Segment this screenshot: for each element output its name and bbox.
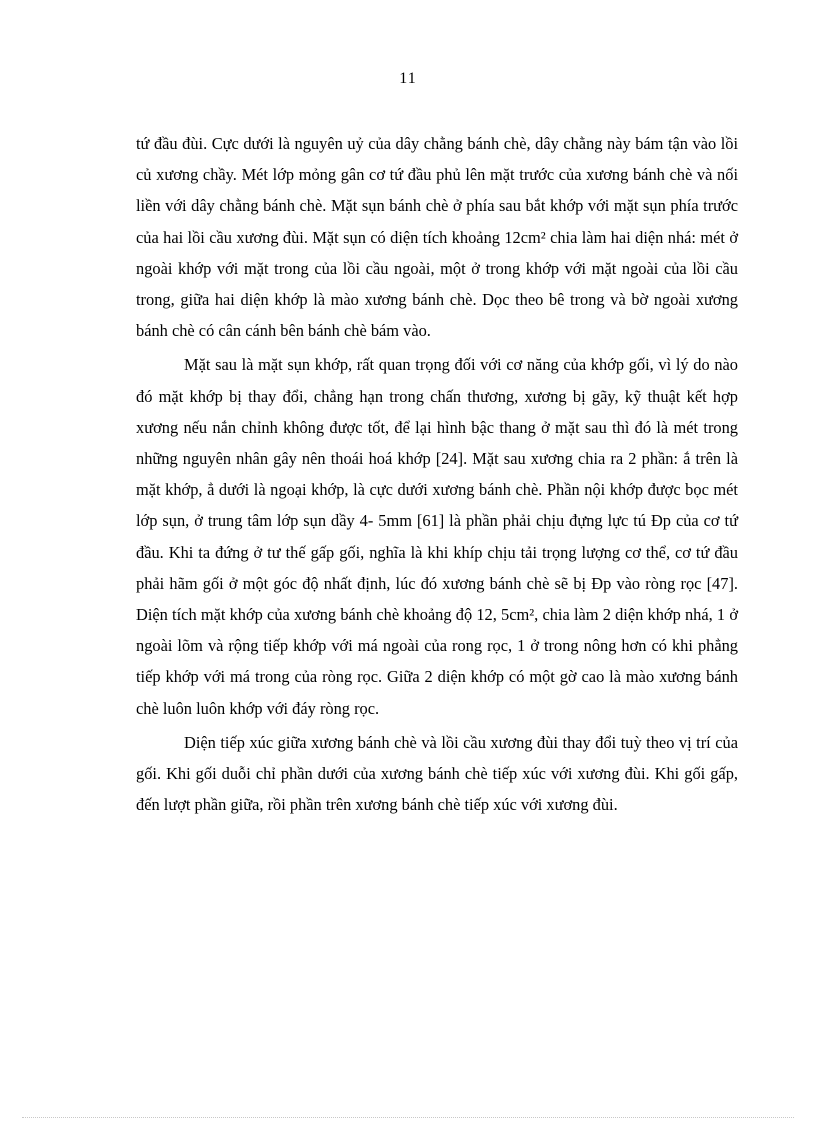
paragraph-2: Mặt sau là mặt sụn khớp, rất quan trọng đối với cơ năng của khớp gối, vì lý do nào đó mặt khớp bị thay đổi, chẳng hạn trong chấn thương, xương bị gãy, kỹ thuật kết hợp xương nếu nắn chỉnh không được tốt, để lại hình bậc thang ở mặt sau thì đó là mét trong những nguyên nhân gây nên thoái hoá khớp [24]. Mặt sau xương chia ra 2 phần: ắ trên là mặt khớp, ẳ dưới là ngoại khớp, là cực dưới xương bánh chè. Phần nội khớp được bọc mét lớp sụn, ở trung tâm lớp sụn dầy 4- 5mm [61] là phần phải chịu đựng lực tú Đp của cơ tứ đầu. Khi ta đứng ở tư thế gấp gối, nghĩa là khi khíp chịu tải trọng lượng cơ thể, cơ tứ đầu phải hãm gối ở một góc độ nhất định, lúc đó xương bánh chè sẽ bị Đp vào ròng rọc [47]. Diện tích mặt khớp của xương bánh chè khoảng độ 12, 5cm², chia làm 2 diện khớp nhá, 1 ở ngoài lõm và rộng tiếp khớp với má ngoài của rong rọc, 1 ở trong nông hơn có khi phẳng tiếp khớp với má trong của ròng rọc. Giữa 2 diện khớp có một gờ cao là mào xương bánh chè luôn luôn khớp với đáy ròng rọc.: [136, 355, 738, 718]
paragraph-1: tứ đầu đùi. Cực dưới là nguyên uỷ của dây chằng bánh chè, dây chằng này bám tận vào lồi củ xương chầy. Mét lớp mỏng gân cơ tứ đầu phủ lên mặt trước của xương bánh chè và nối liền với dây chằng bánh chè. Mặt sụn bánh chè ở phía sau bắt khớp với mặt sụn phía trước của hai lồi cầu xương đùi. Mặt sụn có diện tích khoảng 12cm² chia làm hai diện nhá: mét ở ngoài khớp với mặt trong của lồi cầu ngoài, một ở trong khớp với mặt ngoài của lồi cầu trong, giữa hai diện khớp là mào xương bánh chè. Dọc theo bê trong và bờ ngoài xương bánh chè có cân cánh bên bánh chè bám vào.: [136, 134, 738, 341]
document-body: [136, 128, 738, 823]
paragraph-3: Diện tiếp xúc giữa xương bánh chè và lồi cầu xương đùi thay đổi tuỳ theo vị trí của gối. Khi gối duỗi chỉ phần dưới của xương bánh chè tiếp xúc với xương đùi. Khi gối gấp, đến lượt phần giữa, rồi phần trên xương bánh chè tiếp xúc với xương đùi.: [136, 732, 738, 815]
page-number: 11: [399, 70, 417, 87]
page-bottom-divider: [22, 1117, 794, 1118]
